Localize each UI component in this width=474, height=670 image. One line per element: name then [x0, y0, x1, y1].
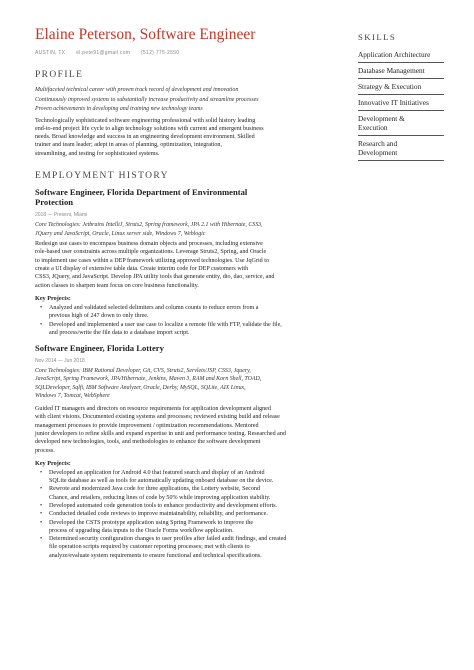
desc-line: action classes to sharpen team focus on core business functionality.: [35, 282, 199, 289]
project-line: • Developed the CSTS prototype application using Spring Framework to improve the: [49, 519, 254, 526]
employment-heading: EMPLOYMENT HISTORY: [35, 170, 169, 181]
skill-label: Execution: [358, 123, 388, 132]
list-item: [35, 535, 335, 560]
skill-item: [358, 79, 444, 95]
profile-highlight: Continuously improved systems to substantially increase productivity and streamline processes: [35, 96, 259, 103]
tech-line: Windows 7, Tomcat, WebSphere: [35, 393, 110, 400]
contact-email: el.pete91@gmail.com: [76, 50, 131, 56]
job-technologies: [35, 221, 335, 238]
skill-label: Application Architecture: [358, 50, 431, 59]
desc-line: create a UI display of extensive table data. Create interim code for DEP customers with: [35, 266, 249, 273]
key-projects-list: [35, 304, 335, 337]
project-line: analyze/evaluate system requirements to ensure functional and technical specifications.: [49, 552, 262, 559]
project-line: previous high of 247 down to only three.: [49, 313, 149, 320]
profile-heading: PROFILE: [35, 70, 84, 80]
key-projects-label: Key Projects:: [35, 459, 71, 467]
skill-item: [358, 95, 444, 111]
job-entry: [35, 343, 335, 560]
profile-summary: [35, 117, 335, 158]
desc-line: CSS3, JQuery, and JavaScript. Develop JPA utility tools that generate entity, dto, dao, service, and: [35, 274, 275, 281]
summary-line: needs. Broad knowledge and success in an engineering development environment. Skilled: [35, 134, 255, 141]
list-item: [35, 510, 335, 518]
desc-line: to implement use cases within a DEP framework utilizing approved technologies. Use JqGrid to: [35, 257, 269, 264]
summary-line: Technologically sophisticated software engineering professional with solid history leading: [35, 117, 256, 124]
project-line: file operation scripts required by customer reporting processes; met with clients to: [49, 544, 250, 551]
skills-heading: SKILLS: [358, 32, 397, 42]
list-item: [35, 321, 335, 338]
job-title-line: Protection: [35, 197, 74, 208]
key-projects-list: [35, 469, 335, 560]
skill-label: Development: [358, 148, 398, 157]
project-line: • Developed automated code generation tools to enhance productivity and development efforts.: [49, 502, 278, 509]
project-line: • Rewrote and modernized Java code for three applications, the Lottery website, Second: [49, 486, 261, 493]
job-dates: 2018 — Present, Miami: [35, 211, 88, 218]
project-line: • Developed and implemented a user use case to localize a remote file with FTP, validate the file,: [49, 321, 282, 328]
contact-location: AUSTIN, TX: [35, 50, 66, 56]
project-line: process of upgrading data inputs to the Oracle Forms workflow application.: [49, 527, 234, 534]
list-item: [35, 502, 335, 510]
key-projects-label: Key Projects:: [35, 294, 71, 302]
list-item: [35, 485, 335, 502]
summary-line: trainer and team leader; adept in areas of planning, optimization, integration,: [35, 142, 222, 149]
project-line: Chance, and retailers, reducing lines of code by 50% while improving application stability.: [49, 494, 271, 501]
job-dates: Nov 2014 — Jun 2018: [35, 357, 85, 364]
tech-line: SQLDeveloper, Sqlfi, IBM Software Analyzer, Oracle, Derby, MySQL, SQLite, AIX Linux,: [35, 384, 246, 391]
resume-name: Elaine Peterson, Software Engineer: [35, 26, 256, 43]
project-line: • Conducted detailed code reviews to improve maintainability, reliability, and performance.: [49, 511, 268, 518]
desc-line: role-based user constraints across multiple organizations. Leverage Struts2, Spring, and Oracle: [35, 249, 267, 256]
desc-line: Redesign use cases to encompass business domain objects and processes, including extensive: [35, 241, 263, 248]
skill-item: [358, 47, 444, 63]
profile-highlights: [35, 86, 335, 115]
tech-line: JavaScript, Spring Framework, JPA/Hibernate, Jenkins, Maven 3, RAM and Korn Shell, TOAD,: [35, 376, 262, 383]
skill-label: Development &: [358, 114, 405, 123]
desc-line: Guided IT managers and directors on resource requirements for application development aligned: [35, 406, 271, 413]
project-line: SQLite database as well as tools for automatically updating onboard database on the device.: [49, 478, 274, 485]
job-description: [35, 405, 335, 455]
list-item: [35, 469, 335, 486]
list-item: [35, 519, 335, 536]
tech-line: Core Technologies: IBM Rational Developer, Git, CVS, Struts2, Servlets/JSP, CSS3, Jquery,: [35, 367, 251, 374]
skill-label: Research and: [358, 139, 398, 148]
project-line: • Developed an application for Android 4.0 that featured search and display of an Android: [49, 469, 265, 476]
job-title-line: Software Engineer, Florida Department of Environmental: [35, 186, 248, 197]
skill-label: Database Management: [358, 66, 425, 75]
project-line: and process/write the file data to a database import script.: [49, 329, 190, 336]
job-title: [35, 187, 335, 208]
job-technologies: [35, 367, 335, 401]
summary-line: streamlining, and testing for sophisticated systems.: [35, 150, 160, 157]
summary-line: end-to-end project life cycle to align technology solutions with current and emergent business: [35, 125, 264, 132]
skill-item: [358, 136, 444, 161]
skill-item: [358, 111, 444, 136]
desc-line: with client visions. Documented existing systems and processes; reviewed existing build and release: [35, 414, 280, 421]
skill-label: Innovative IT Initiatives: [358, 98, 429, 107]
project-line: • Analyzed and validated selected delimiters and column counts to reduce errors from a: [49, 304, 259, 311]
job-title: Software Engineer, Florida Lottery: [35, 343, 164, 354]
profile-highlight: Multifaceted technical career with proven track record of development and innovation: [35, 87, 239, 93]
desc-line: process.: [35, 447, 55, 454]
main-column: [35, 26, 335, 560]
list-item: [35, 304, 335, 321]
tech-line: Core Technologies: Jetbrains IntelliJ, Struts2, Spring framework, JPA 2.1 with Hibernate, CSS3,: [35, 221, 263, 228]
desc-line: junior developers to refine skills and expand expertise in unit and performance testing. Researched and: [35, 430, 286, 437]
skill-item: [358, 63, 444, 79]
contact-line: [35, 50, 335, 56]
job-entry: [35, 187, 335, 337]
desc-line: developed new technologies, tools, and methodologies to enhance the software development: [35, 439, 261, 446]
tech-line: JQuery and JavaScript, Oracle, Linux server side, Windows 7, Weblogic: [35, 230, 206, 237]
skill-label: Strategy & Execution: [358, 82, 422, 91]
profile-highlight: Proven achievements in developing and training new technology teams: [35, 106, 203, 112]
desc-line: management processes to provide improvement / optimization recommendations. Mentored: [35, 422, 259, 429]
project-line: • Determined security configuration changes to user profiles after failed audit findings, and created: [49, 536, 287, 543]
skills-column: [358, 32, 444, 161]
contact-phone: (512) 775-2550: [140, 50, 180, 56]
job-description: [35, 240, 335, 290]
